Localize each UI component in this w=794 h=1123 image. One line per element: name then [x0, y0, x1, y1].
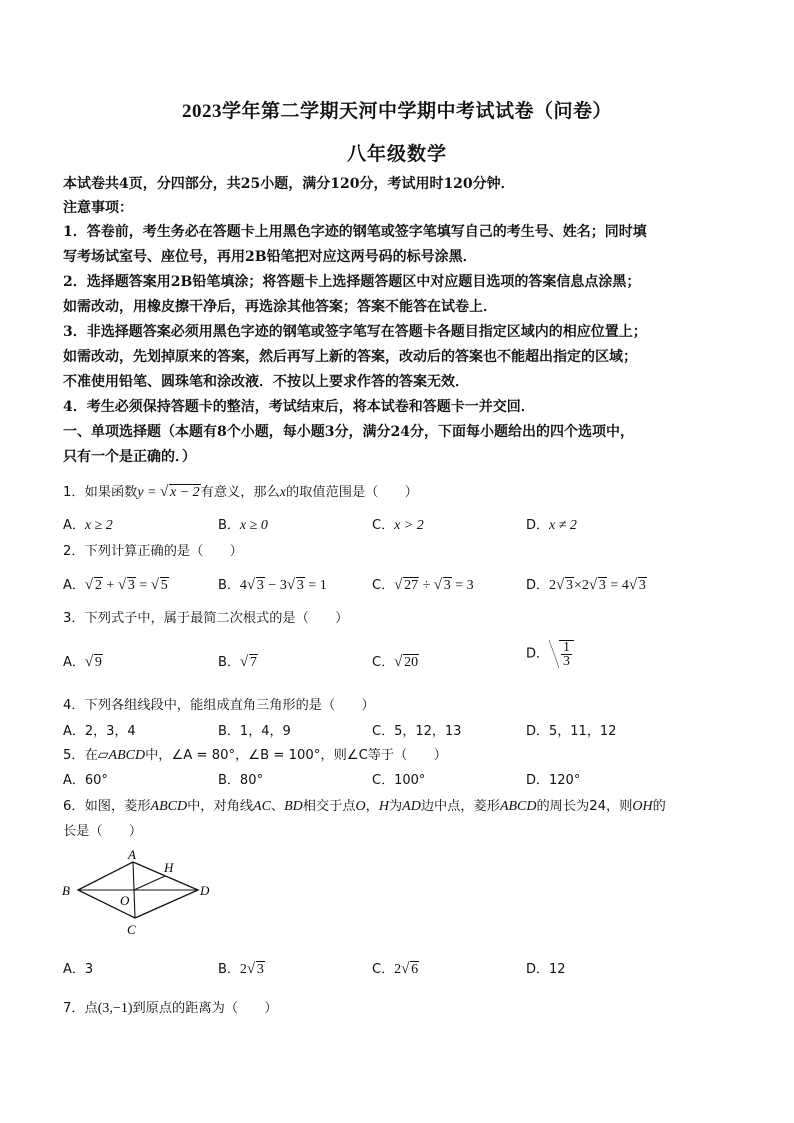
option-label: C．: [372, 962, 395, 977]
option-value: x ≥ 2: [84, 518, 113, 533]
q2-option-c[interactable]: C．√ 27 ÷ √ 3 = 3: [372, 574, 474, 594]
option-label: D．: [526, 646, 550, 662]
q6-c-radicand: 6: [411, 962, 419, 977]
question-6-stem-line1: 6．如图，菱形ABCD中，对角线AC、BD相交于点O，H为AD边中点，菱形ABCD的周长为24，则OH的: [63, 799, 666, 814]
label-h: H: [164, 860, 174, 875]
option-label: B．: [218, 962, 240, 977]
notice-item-1a: 1．答卷前，考生务必在答题卡上用黑色字迹的钢笔或签字笔填写自己的考生号、姓名；同时填: [63, 224, 647, 240]
question-1-stem: [63, 481, 418, 501]
q1-option-d[interactable]: [526, 514, 577, 534]
rhombus-figure: [58, 846, 218, 936]
q6-b-radicand: 3: [256, 962, 264, 977]
notice-item-4: 4．考生必须保持答题卡的整洁，考试结束后，将本试卷和答题卡一并交回．: [63, 399, 535, 415]
option-label: B．: [218, 518, 240, 533]
page-subtitle: 八年级数学: [346, 144, 447, 165]
segment-oh: [134, 876, 165, 890]
notice-item-1b: 写考场试室号、座位号，再用2B铅笔把对应这两号码的标号涂黑．: [63, 249, 477, 265]
question-7-stem: [63, 997, 278, 1017]
option-label: D．: [526, 518, 550, 533]
q3-d-sqrt: [549, 640, 574, 668]
q1-variable: x: [279, 485, 287, 500]
q6-option-a[interactable]: A．3: [63, 962, 94, 977]
question-3-stem: 3．下列式子中，属于最简二次根式的是（ ）: [63, 611, 349, 626]
option-value: x > 2: [394, 518, 424, 533]
q6-b-coefficient: 2: [239, 962, 247, 977]
option-label: B．: [218, 578, 240, 593]
q5-text-post: 中，∠A = 80°，∠B = 100°，则∠C等于（ ）: [145, 748, 447, 763]
q7-text-pre: 7．点: [63, 1001, 98, 1016]
page-title: 2023学年第二学期天河中学期中考试试卷（问卷）: [181, 101, 612, 122]
q5-option-a[interactable]: A．60°: [63, 773, 108, 788]
notice-label: 注意事项：: [63, 200, 133, 216]
q3-option-c[interactable]: [372, 651, 419, 671]
q4-option-c[interactable]: C．5，12，13: [372, 724, 462, 739]
option-label: A．: [63, 655, 85, 670]
q5-text-pre: 5．在: [63, 748, 98, 763]
option-label: B．: [218, 655, 240, 670]
q6-c-coefficient: 2: [394, 962, 402, 977]
q2-option-d[interactable]: D．2√ 3×2√ 3 = 4√ 3: [526, 574, 647, 594]
q1-function: y =: [137, 485, 160, 500]
option-value: x ≥ 0: [239, 518, 268, 533]
q1-sqrt: [160, 485, 201, 501]
option-label: D．: [526, 578, 550, 593]
label-o: O: [120, 893, 130, 908]
label-b: B: [62, 883, 70, 898]
label-d: D: [200, 883, 210, 898]
notice-item-3b: 如需改动，先划掉原来的答案，然后再写上新的答案，改动后的答案也不能超出指定的区域；: [63, 349, 637, 365]
label-a: A: [128, 847, 136, 862]
q5-option-c[interactable]: C．100°: [372, 773, 426, 788]
q3-option-d[interactable]: [526, 640, 574, 668]
q4-option-d[interactable]: D．5，11，12: [526, 724, 617, 739]
q1-option-a[interactable]: [63, 514, 113, 534]
question-2-stem: 2．下列计算正确的是（ ）: [63, 544, 243, 559]
q6-option-c[interactable]: [372, 958, 419, 978]
q1-text-mid: 有意义，那么: [200, 485, 280, 500]
q6-option-b[interactable]: [218, 958, 265, 978]
q4-option-a[interactable]: A．2，3，4: [63, 724, 136, 739]
q3-a-radicand: 9: [94, 655, 102, 670]
q1-option-c[interactable]: [372, 514, 424, 534]
q7-text-post: 到原点的距离为（ ）: [132, 1001, 278, 1016]
q7-point: (3,−1): [97, 1001, 133, 1016]
q5-option-d[interactable]: D．120°: [526, 773, 581, 788]
notice-item-3c: 不准使用铅笔、圆珠笔和涂改液．不按以上要求作答的答案无效．: [63, 374, 469, 390]
q3-b-radicand: 7: [249, 655, 257, 670]
notice-item-2a: 2．选择题答案用2B铅笔填涂；将答题卡上选择题答题区中对应题目选项的答案信息点涂黑；: [63, 274, 641, 290]
section-heading-b: 只有一个是正确的．）: [63, 449, 196, 465]
question-5-stem: [63, 744, 447, 764]
option-label: A．: [63, 518, 85, 533]
q3-d-denominator: 3: [563, 654, 571, 669]
section-heading-a: 一、单项选择题（本题有8个小题，每小题3分，满分24分，下面每小题给出的四个选项中，: [63, 424, 634, 440]
notice-item-3a: 3．非选择题答案必须用黑色字迹的钢笔或签字笔写在答题卡各题目指定区域内的相应位置上；: [63, 324, 647, 340]
notice-item-2b: 如需改动，用橡皮擦干净后，再选涂其他答案；答案不能答在试卷上．: [63, 299, 497, 315]
exam-intro: 本试卷共4页，分四部分，共25小题，满分120分，考试用时120分钟．: [63, 176, 515, 192]
q3-c-radicand: 20: [404, 655, 419, 670]
q3-option-a[interactable]: [63, 651, 103, 671]
option-label: C．: [372, 655, 395, 670]
q2-option-b[interactable]: B．4√ 3 − 3√ 3 = 1: [218, 574, 327, 594]
q1-text-post: 的取值范围是（ ）: [286, 485, 418, 500]
question-4-stem: 4．下列各组线段中，能组成直角三角形的是（ ）: [63, 698, 375, 713]
option-value: x ≠ 2: [549, 518, 577, 533]
label-c: C: [127, 922, 136, 936]
q1-radicand: x − 2: [170, 485, 200, 500]
q3-option-b[interactable]: [218, 651, 258, 671]
q1-option-b[interactable]: [218, 514, 268, 534]
q5-parallelogram: ▱ABCD: [97, 748, 146, 763]
q4-option-b[interactable]: B．1，4，9: [218, 724, 291, 739]
q5-option-b[interactable]: B．80°: [218, 773, 263, 788]
q1-text-pre: 1．如果函数: [63, 485, 138, 500]
q2-option-a[interactable]: A．√ 2 + √ 3 = √ 5: [63, 574, 169, 594]
question-6-stem-line2: 长是（ ）: [63, 824, 143, 839]
option-label: C．: [372, 578, 395, 593]
option-label: C．: [372, 518, 395, 533]
option-label: A．: [63, 578, 85, 593]
q3-d-numerator: 1: [563, 640, 571, 655]
q6-option-d[interactable]: D．12: [526, 962, 566, 977]
